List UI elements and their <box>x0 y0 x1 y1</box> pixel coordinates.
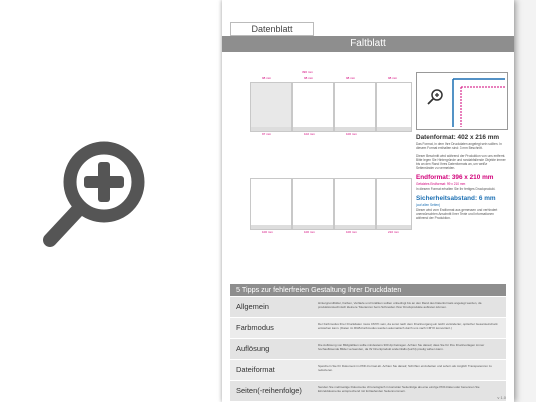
final-format-title: Endformat: 396 x 210 mm <box>416 174 494 181</box>
page-title: Faltblatt <box>222 36 514 52</box>
bleed-text: Dieser Beschnitt wird während der Produktion von uns entfernt. Bitte legen Sie Hintergründe und randabfallende Objekte immer bis an den Rand Ihres Datenformats an, um weiße Seitenränder zu vermeiden. <box>416 154 506 170</box>
fold-panel <box>376 82 412 132</box>
safety-title: Sicherheitsabstand: 6 mm <box>416 195 496 202</box>
bleed-corner-diagram <box>416 72 508 130</box>
tip-key: Auflösung <box>236 344 270 353</box>
fold-panel <box>292 178 334 230</box>
tip-value: Die Auflösung von Bildgrafiken sollte mindestens 300 dpi betragen. Achten Sie darauf, dass Sie für Ihre Druckvorlagen immer hochauflösende Bilder verwenden, da Ihr Druckprodukt andernfalls (leicht) pixelig wirken kann. <box>318 343 485 351</box>
fold-panel <box>334 82 376 132</box>
tips-table <box>230 297 506 401</box>
format-info <box>416 72 506 272</box>
data-format-title: Datenformat: 402 x 216 mm <box>416 134 500 141</box>
tip-key: Farbmodus <box>236 323 274 332</box>
table-row <box>230 297 506 317</box>
fold-panel <box>250 178 292 230</box>
table-row <box>230 381 506 401</box>
dim-label: 100 mm <box>262 230 273 234</box>
dim-label: 102 mm <box>304 132 315 136</box>
tip-value: Hintergrundbilder, Farben, Verläufe und Grafiken sollten unbedingt bis an den Rand des Datenformats angelegt werden, da produktionstechnisch kleinere Toleranzen beim Schneiden Ihrer Druckprodukte auftreten können. <box>318 301 482 309</box>
tip-key: Dateiformat <box>236 365 275 374</box>
safety-text: Dieser wird vom Endformat aus gemessen und verhindert unerwünschten Anschnitt Ihrer Texte und Informationen während der Produktion. <box>416 208 498 220</box>
final-format-text: In diesem Format erhalten Sie Ihr fertiges Druckprodukt. <box>416 187 496 191</box>
tip-value: Senden Sie mehrseitige Dokumente chronologisch in korrekter Seitenfolge als eine einzige PDF-Datei oder benennen Sie Einzeldokumente entsprechend mit fortlaufenden Seitennummern. <box>318 385 480 393</box>
fold-panel <box>334 178 376 230</box>
doc-tag: Datenblatt <box>230 22 314 36</box>
tips-section <box>230 284 506 401</box>
bleed-lines-icon <box>417 73 507 129</box>
dim-label: 98 mm <box>388 76 398 80</box>
table-row <box>230 360 506 380</box>
dim-label: 210 mm <box>388 230 399 234</box>
dim-label: 396 mm <box>302 70 313 74</box>
fold-layout <box>242 70 412 270</box>
fold-panel <box>376 178 412 230</box>
dim-label: 97 mm <box>262 132 272 136</box>
datasheet-page[interactable] <box>222 0 514 402</box>
dim-label: 98 mm <box>262 76 272 80</box>
fold-panel <box>250 82 292 132</box>
tip-key: Allgemein <box>236 302 269 311</box>
fold-panel <box>292 82 334 132</box>
tips-header: 5 Tipps zur fehlerfreien Gestaltung Ihrer Druckdaten <box>230 284 506 296</box>
dim-label: 98 mm <box>346 76 356 80</box>
dim-label: 98 mm <box>304 76 314 80</box>
tip-value: Speichern Sie Ihr Dokument im PDF-Format ab. Achten Sie darauf, Schriften einzubetten und sofern als möglich Transparenzen zu reduzieren. <box>318 364 492 372</box>
data-format-text: Das Format, in dem Ihre Druckdaten angelegt sein sollten. In diesem Format enthalten sind: 3 mm Beschnitt. <box>416 142 502 150</box>
dim-label: 100 mm <box>304 230 315 234</box>
page-shadow <box>514 0 536 402</box>
zoom-in-icon[interactable] <box>40 138 152 250</box>
dim-label: 100 mm <box>346 132 357 136</box>
version-label: v 1.0 <box>497 395 506 400</box>
safety-sub: (auf allen Seiten) <box>416 203 441 207</box>
final-format-sub: Gefalztes Endformat: 99 x 210 mm <box>416 182 466 186</box>
dim-label: 100 mm <box>346 230 357 234</box>
table-row <box>230 318 506 338</box>
table-row <box>230 339 506 359</box>
tip-value: Der Farbmodus Ihrer Druckdaten muss CMYK sein, da sonst nach dem Druckvorgang ein leicht veränderter, optischer Gesamteindruck entstehen kann. (Daten im RGB-Farbmodus werden automatisch durch uns nach CMYK konvertiert.) <box>318 322 498 330</box>
tip-key: Seiten(-reihenfolge) <box>236 386 302 395</box>
